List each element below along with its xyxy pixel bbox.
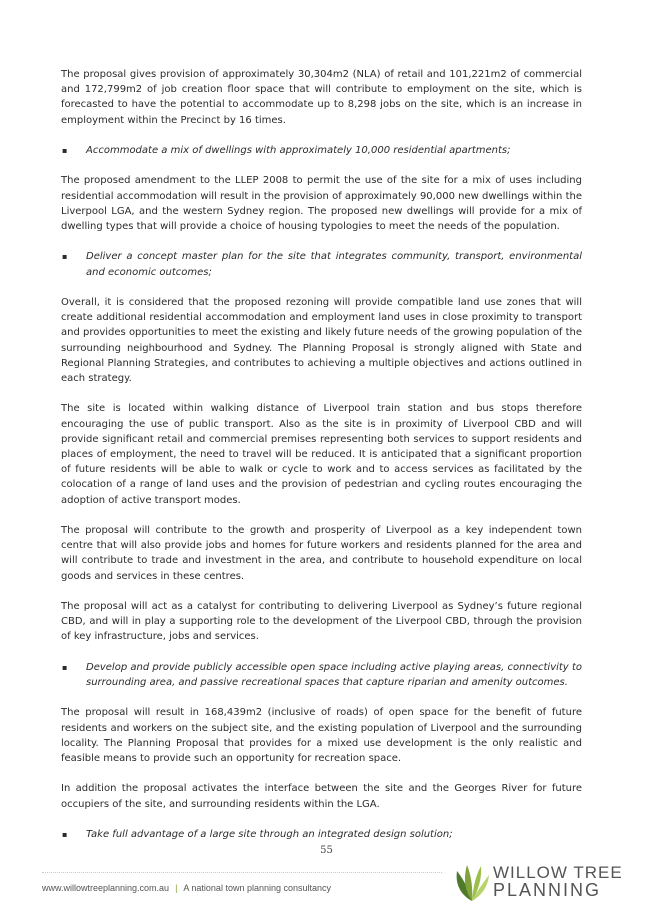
page-number: 55 — [320, 845, 333, 856]
bullet-item — [61, 660, 582, 690]
paragraph: The proposal will act as a catalyst for contributing to delivering Liverpool as Sydney’s future regional CBD, and will in play a supporting role to the development of the Liverpool CBD, through the provision of key infrastructure, jobs and services. — [61, 601, 582, 643]
footer-separator: | — [175, 883, 178, 893]
logo-wordmark-line1: WILLOW TREE — [493, 863, 623, 882]
bullet-marker: ▪ — [62, 146, 68, 155]
document-body — [61, 67, 582, 857]
paragraph: The proposed amendment to the LLEP 2008 to permit the use of the site for a mix of uses including residential accommodation will result in the provision of approximately 90,000 new dwellings within the Liverpool LGA, and the western Sydney region. The proposed new dwellings will provide for a mix of dwelling types that will provide a choice of housing typologies to meet the needs of the population. — [61, 175, 582, 232]
bullet-item — [61, 143, 582, 158]
bullet-text: Accommodate a mix of dwellings with approximately 10,000 residential apartments; — [86, 145, 511, 156]
paragraph: The proposal will result in 168,439m2 (inclusive of roads) of open space for the benefit of future residents and workers on the subject site, and the existing population of Liverpool and the surrounding locality. The Planning Proposal that provides for a mixed use development is the only realistic and feasible means to provide such an opportunity for recreation space. — [61, 707, 582, 764]
bullet-text: Develop and provide publicly accessible open space including active playing areas, connectivity to surrounding area, and passive recreational spaces that capture riparian and amenity outcomes. — [86, 661, 582, 688]
paragraph: The site is located within walking distance of Liverpool train station and bus stops therefore encouraging the use of public transport. Also as the site is in proximity of Liverpool CBD and will provide significant retail and commercial premises representing both services to support residents and places of employment, the need to travel will be reduced. It is anticipated that a significant proportion of future residents will be able to walk or cycle to work and to access services as facilitated by the colocation of a range of land uses and the provision of pedestrian and cycling routes encouraging the adoption of active transport modes. — [61, 403, 582, 506]
paragraph: In addition the proposal activates the interface between the site and the Georges River for future occupiers of the site, and surrounding residents within the LGA. — [61, 783, 582, 810]
bullet-marker: ▪ — [62, 662, 68, 672]
bullet-item — [61, 827, 582, 842]
paragraph: Overall, it is considered that the proposed rezoning will provide compatible land use zones that will create additional residential accommodation and employment land uses in close proximity to transport and provides opportunities to meet the existing and likely future needs of the growing population of the surrounding neighbourhood and Sydney. The Planning Proposal is strongly aligned with State and Regional Planning Strategies, and contributes to achieving a multiple objectives and actions outlined in each strategy. — [61, 296, 582, 384]
willow-tree-icon — [453, 861, 491, 903]
bullet-item — [61, 249, 582, 279]
bullet-text: Take full advantage of a large site through an integrated design solution; — [86, 828, 453, 840]
logo-wordmark-line2: PLANNING — [493, 880, 602, 900]
bullet-text: Deliver a concept master plan for the site that integrates community, transport, environmental and economic outcomes; — [86, 251, 582, 278]
bullet-marker: ▪ — [62, 252, 68, 262]
footer-divider — [42, 872, 442, 873]
bullet-marker: ▪ — [62, 829, 68, 839]
paragraph: The proposal gives provision of approximately 30,304m2 (NLA) of retail and 101,221m2 of commercial and 172,799m2 of job creation floor space that will contribute to employment on the site, which is forecasted to have the potential to accommodate up to 8,298 jobs on the site, which is an increase in employment within the Precinct by 16 times. — [61, 69, 582, 126]
paragraph: The proposal will contribute to the growth and prosperity of Liverpool as a key independent town centre that will also provide jobs and homes for future workers and residents planned for the area and will contribute to trade and investment in the area, and contribute to household expenditure on local goods and services in these centres. — [61, 525, 582, 582]
company-logo — [453, 861, 623, 903]
footer-website-link[interactable]: www.willowtreeplanning.com.au — [42, 883, 170, 893]
footer-tagline: A national town planning consultancy — [183, 883, 332, 893]
footer — [42, 883, 331, 893]
